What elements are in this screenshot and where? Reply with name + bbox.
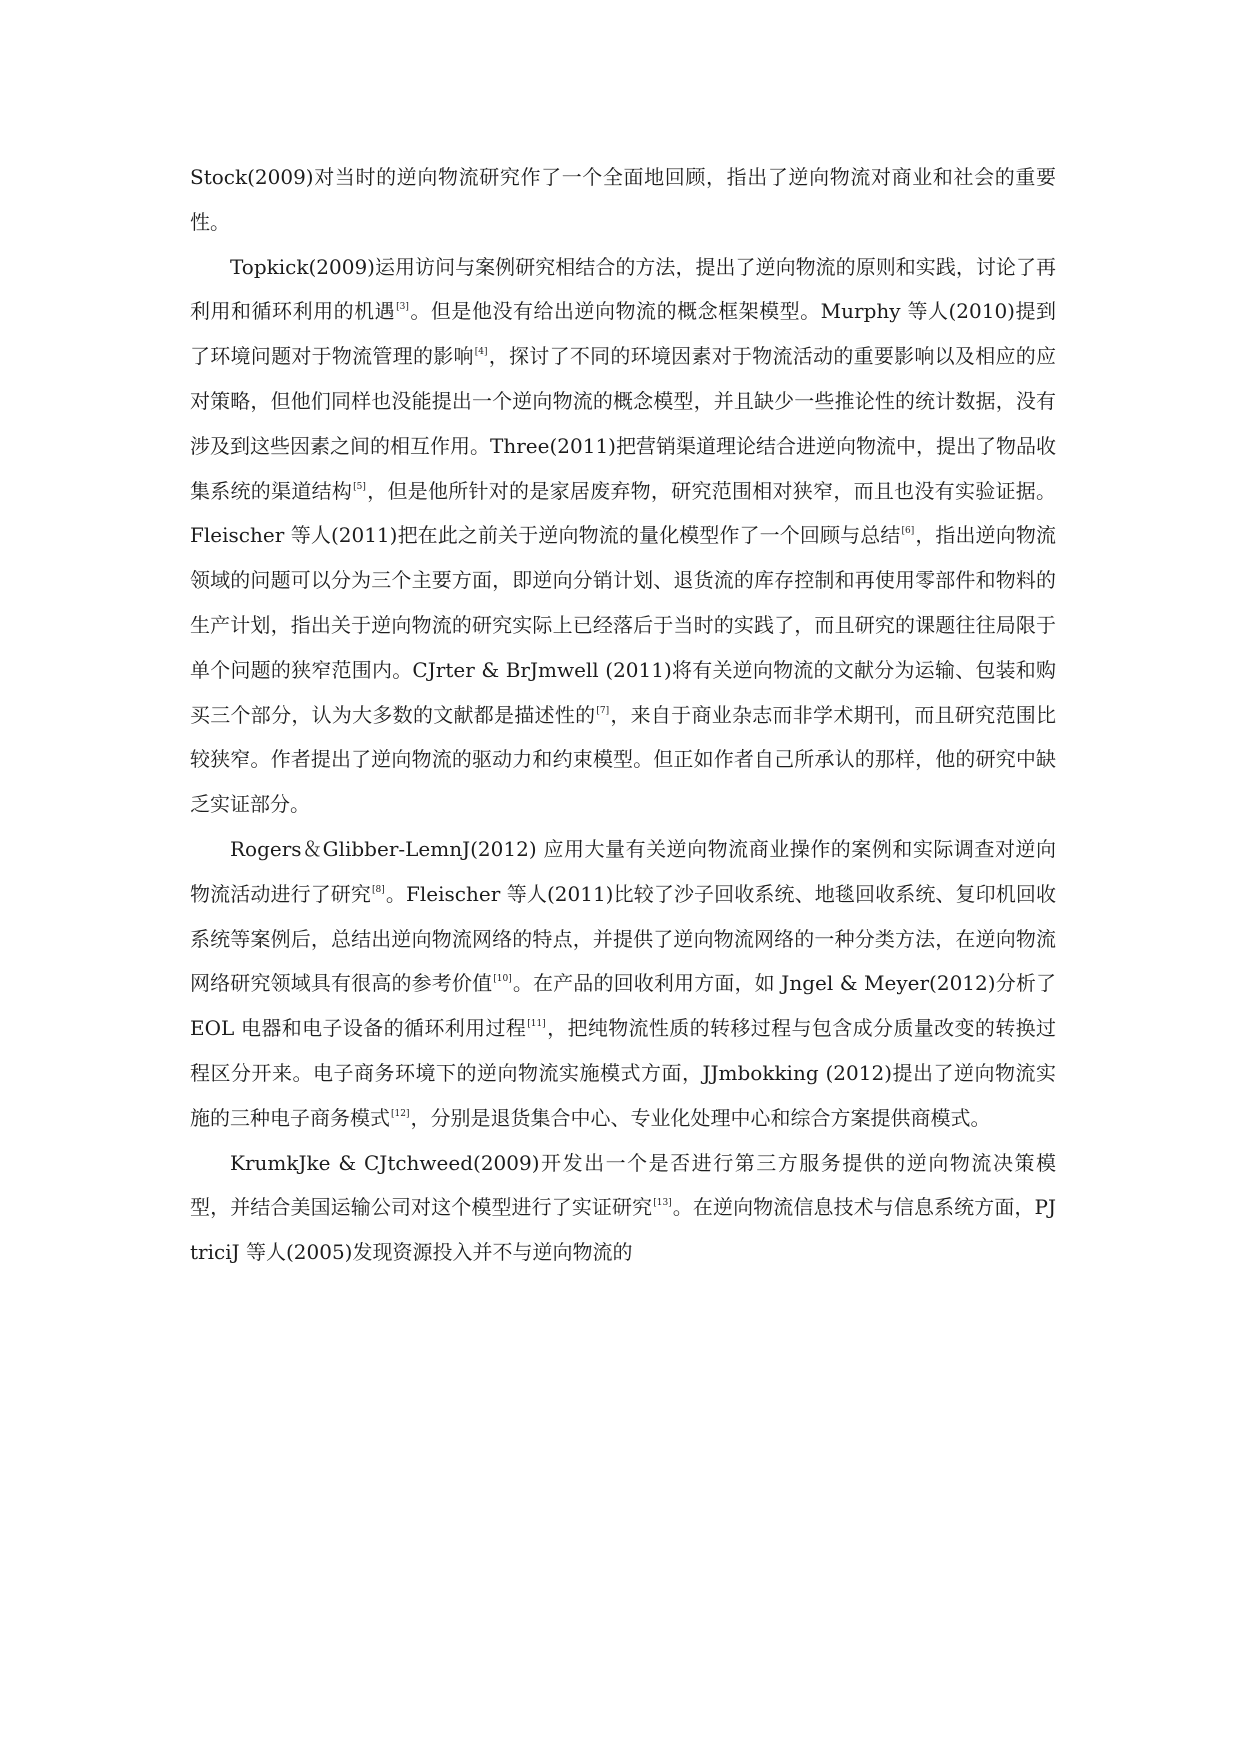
paragraph — [190, 1141, 1056, 1275]
document-body — [190, 155, 1056, 1275]
paragraph-text: ，探讨了不同的环境因素对于物流活动的重要影响以及相应的应对策略，但他们同样也没能提出一个逆向物流的概念模型，并且缺少一些推论性的统计数据，没有涉及到这些因素之间的相互作用。Three(2011)把营销渠道理论结合进逆向物流中，提出了物品收集系统的渠道结构 — [190, 344, 1056, 503]
paragraph-text: ，但是他所针对的是家居废弃物，研究范围相对狭窄，而且也没有实验证据。Fleischer 等人(2011)把在此之前关于逆向物流的量化模型作了一个回顾与总结 — [190, 478, 1057, 548]
paragraph — [190, 827, 1056, 1141]
paragraph-text: KrumkJke & CJtchweed(2009)开发出一个是否进行第三方服务提供的逆向物流决策模型，并结合美国运输公司对这个模型进行了实证研究 — [190, 1150, 1056, 1220]
paragraph-text: 。在产品的回收利用方面，如 Jngel & Meyer(2012)分析了 EOL 电器和电子设备的循环利用过程 — [190, 971, 1057, 1041]
paragraph-text: 。Fleischer 等人(2011)比较了沙子回收系统、地毯回收系统、复印机回收系统等案例后，总结出逆向物流网络的特点，并提供了逆向物流网络的一种分类方法，在逆向物流网络研究领域具有很高的参考价值 — [190, 881, 1057, 996]
paragraph-text: ，把纯物流性质的转移过程与包含成分质量改变的转换过程区分开来。电子商务环境下的逆向物流实施模式方面，JJmbokking (2012)提出了逆向物流实施的三种电子商务模式 — [190, 1016, 1056, 1130]
citation-reference: [11] — [527, 1019, 546, 1030]
citation-reference: [3] — [396, 302, 409, 313]
citation-reference: [13] — [653, 1198, 672, 1209]
paragraph-text: Rogers＆Glibber-LemnJ(2012) 应用大量有关逆向物流商业操作的案例和实际调查对逆向物流活动进行了研究 — [190, 836, 1056, 906]
citation-reference: [7] — [596, 705, 610, 716]
paragraph-text: 。在逆向物流信息技术与信息系统方面，PJtriciJ 等人(2005)发现资源投入并不与逆向物流的 — [190, 1195, 1057, 1265]
paragraph — [190, 155, 1056, 245]
paragraph — [190, 245, 1056, 827]
paragraph-text: ，分别是退货集合中心、专业化处理中心和综合方案提供商模式。 — [410, 1105, 991, 1130]
citation-reference: [4] — [474, 347, 488, 358]
paragraph-text: Stock(2009)对当时的逆向物流研究作了一个全面地回顾，指出了逆向物流对商业和社会的重要性。 — [190, 165, 1056, 234]
paragraph-text: ，指出逆向物流领域的问题可以分为三个主要方面，即逆向分销计划、退货流的库存控制和再使用零部件和物料的生产计划，指出关于逆向物流的研究实际上已经落后于当时的实践了，而且研究的课题往往局限于单个问题的狭窄范围内。CJrter & BrJmwell (2011)将有关逆向物流的文献分为运输、包装和购买三个部分，认为大多数的文献都是描述性的 — [190, 523, 1057, 727]
citation-reference: [5] — [353, 481, 366, 492]
paragraph-text: ，来自于商业杂志而非学术期刊，而且研究范围比较狭窄。作者提出了逆向物流的驱动力和约束模型。但正如作者自己所承认的那样，他的研究中缺乏实证部分。 — [190, 702, 1057, 817]
citation-reference: [10] — [493, 974, 512, 985]
citation-reference: [6] — [901, 526, 915, 537]
paragraph-text: Topkick(2009)运用访问与案例研究相结合的方法，提出了逆向物流的原则和实践，讨论了再利用和循环利用的机遇 — [190, 254, 1056, 324]
citation-reference: [8] — [372, 884, 385, 895]
paragraph-text: 。但是他没有给出逆向物流的概念框架模型。Murphy 等人(2010)提到了环境问题对于物流管理的影响 — [190, 299, 1057, 369]
citation-reference: [12] — [391, 1108, 410, 1119]
